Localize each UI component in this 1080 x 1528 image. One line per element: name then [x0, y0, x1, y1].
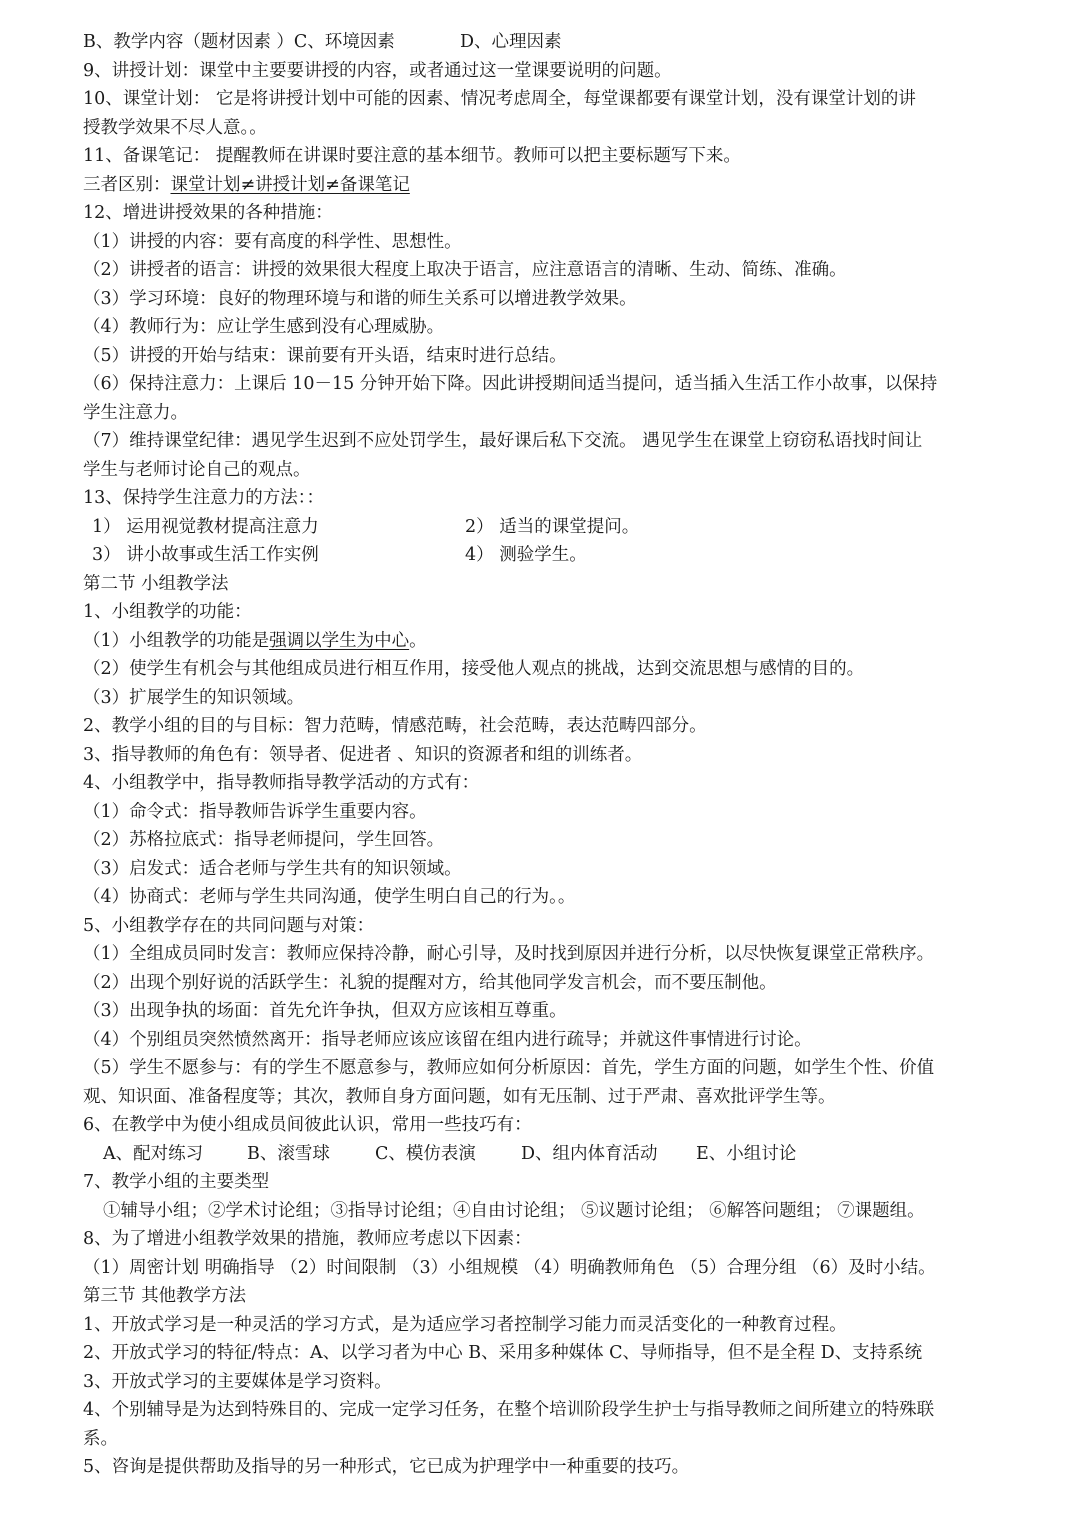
list-item: 学生与老师讨论自己的观点。 [83, 459, 311, 480]
list-item: （1）全组成员同时发言：教师应保持冷静，耐心引导，及时找到原因并进行分析，以尽快恢复课堂正常秩序。 [83, 944, 935, 964]
list-item [83, 627, 1010, 655]
text-line: 4、个别辅导是为达到特殊目的、完成一定学习任务，在整个培训阶段学生护士与指导教师之间所建立的特殊联 [83, 1400, 935, 1420]
text-line: 3、开放式学习的主要媒体是学习资料。 [83, 1371, 392, 1392]
list-item: （5）讲授的开始与结束：课前要有开头语，结束时进行总结。 [83, 345, 567, 366]
text-line: 9、讲授计划：课堂中主要要讲授的内容，或者通过这一堂课要说明的问题。 [83, 60, 672, 81]
text-line [83, 171, 1010, 199]
section-heading: 5、小组教学存在的共同问题与对策： [83, 915, 375, 936]
list-item: 观、知识面、准备程度等；其次，教师自身方面问题，如有无压制、过于严肃、喜欢批评学生等。 [83, 1086, 836, 1107]
text-line: ①辅导小组；②学术讨论组；③指导讨论组；④自由讨论组； ⑤议题讨论组； ⑥解答问题组； ⑦课题组。 [103, 1200, 925, 1221]
text-line: 2、教学小组的目的与目标：智力范畴，情感范畴，社会范畴，表达范畴四部分。 [83, 716, 707, 736]
option-item: B、滚雪球 [247, 1143, 330, 1164]
text-line: 2、开放式学习的特征/特点：A、以学习者为中心 B、采用多种媒体 C、导师指导，但不是全程 D、支持系统 [83, 1343, 923, 1363]
underlined-text: 强调以学生为中心 [269, 630, 410, 651]
text-segment: （1）小组教学的功能是 [83, 630, 270, 651]
list-item: 1） 运用视觉教材提高注意力 [92, 516, 319, 537]
list-item: （2）出现个别好说的活跃学生：礼貌的提醒对方，给其他同学发言机会，而不要压制他。 [83, 972, 777, 993]
underlined-text: 课堂计划≠讲授计划≠备课笔记 [170, 174, 410, 195]
text-line: （1）周密计划 明确指导 （2）时间限制 （3）小组规模 （4）明确教师角色 （5）合理分组 （6）及时小结。 [83, 1257, 936, 1278]
text-line: 系。 [83, 1428, 118, 1449]
section-heading: 4、小组教学中，指导教师指导教学活动的方式有： [83, 773, 480, 793]
text-line: 5、咨询是提供帮助及指导的另一种形式，它已成为护理学中一种重要的技巧。 [83, 1457, 690, 1477]
text-segment: 三者区别： [83, 174, 171, 195]
text-line: 1、开放式学习是一种灵活的学习方式，是为适应学习者控制学习能力而灵活变化的一种教育过程。 [83, 1314, 847, 1335]
text-line [83, 28, 1010, 56]
list-item: （4）个别组员突然愤然离开：指导老师应该应该留在组内进行疏导；并就这件事情进行讨论。 [83, 1029, 812, 1050]
section-heading: 1、小组教学的功能： [83, 602, 252, 622]
list-item: 2） 适当的课堂提问。 [465, 516, 640, 537]
list-item: 4） 测验学生。 [465, 545, 587, 565]
option-item: A、配对练习 [103, 1143, 204, 1164]
list-item: （2）苏格拉底式：指导老师提问，学生回答。 [83, 830, 445, 850]
list-item: （5）学生不愿参与：有的学生不愿意参与，教师应如何分析原因：首先，学生方面的问题，如学生个性、价值 [83, 1058, 935, 1078]
section-heading: 7、教学小组的主要类型 [83, 1172, 270, 1192]
list-item: 学生注意力。 [83, 402, 188, 423]
list-item: （3）出现争执的场面：首先允许争执，但双方应该相互尊重。 [83, 1001, 567, 1021]
option-item: C、模仿表演 [375, 1143, 476, 1164]
section-heading: 13、保持学生注意力的方法：： [83, 488, 325, 508]
list-item: （1）命令式：指导教师告诉学生重要内容。 [83, 801, 427, 822]
section-heading: 6、在教学中为使小组成员间彼此认识，常用一些技巧有： [83, 1115, 532, 1135]
text-line: 授教学效果不尽人意。。 [83, 117, 267, 138]
list-item: （7）维持课堂纪律：遇见学生迟到不应处罚学生，最好课后私下交流。 遇见学生在课堂上窃窃私语找时间让 [83, 431, 923, 451]
text-segment: 。 [409, 630, 427, 651]
list-item: （3）扩展学生的知识领域。 [83, 687, 305, 708]
list-item: （2）讲授者的语言：讲授的效果很大程度上取决于语言，应注意语言的清晰、生动、简练、准确。 [83, 260, 847, 280]
list-item: 3） 讲小故事或生活工作实例 [92, 545, 319, 565]
list-item: （4）协商式：老师与学生共同沟通，使学生明白自己的行为。。 [83, 887, 576, 907]
section-heading: 8、为了增进小组教学效果的措施，教师应考虑以下因素： [83, 1229, 532, 1249]
list-item: （4）教师行为：应让学生感到没有心理威胁。 [83, 317, 445, 337]
list-item: （6）保持注意力：上课后 10－15 分钟开始下降。因此讲授期间适当提问，适当插入生活工作小故事，以保持 [83, 374, 938, 394]
text-line [92, 541, 1010, 569]
list-item: （3）学习环境：良好的物理环境与和谐的师生关系可以增进教学效果。 [83, 288, 637, 309]
list-item: （1）讲授的内容：要有高度的科学性、思想性。 [83, 231, 462, 252]
text-line: 3、指导教师的角色有：领导者、促进者 、知识的资源者和组的训练者。 [83, 744, 643, 765]
section-title: 第三节 其他教学方法 [83, 1286, 247, 1306]
list-item: （2）使学生有机会与其他组成员进行相互作用，接受他人观点的挑战，达到交流思想与感情的目的。 [83, 659, 865, 679]
text-segment: B、教学内容（题材因素 ）C、环境因素 [83, 32, 395, 52]
text-line: 11、备课笔记： 提醒教师在讲课时要注意的基本细节。教师可以把主要标题写下来。 [83, 146, 741, 166]
text-segment: D、心理因素 [460, 32, 562, 52]
option-item: E、小组讨论 [696, 1143, 797, 1164]
section-title: 第二节 小组教学法 [83, 573, 229, 594]
section-heading: 12、增进讲授效果的各种措施： [83, 203, 333, 223]
text-line [92, 513, 1010, 541]
list-item: （3）启发式：适合老师与学生共有的知识领域。 [83, 858, 462, 879]
text-line: 10、课堂计划： 它是将讲授计划中可能的因素、情况考虑周全，每堂课都要有课堂计划，没有课堂计划的讲 [83, 89, 916, 109]
text-line [103, 1140, 1010, 1168]
option-item: D、组内体育活动 [521, 1143, 658, 1164]
